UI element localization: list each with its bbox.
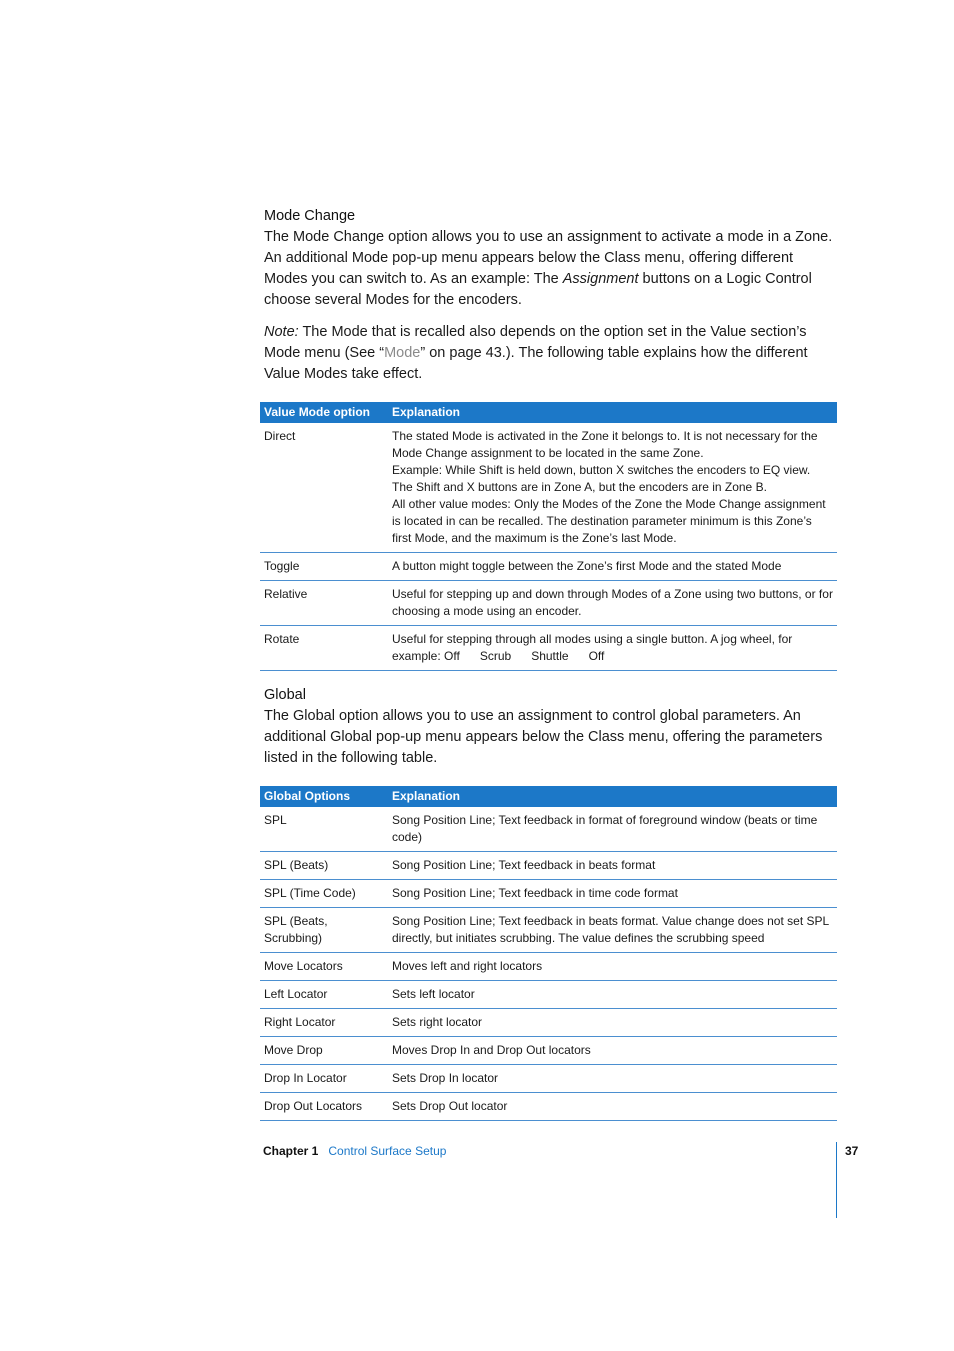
value-mode-table <box>260 402 837 671</box>
explanation-cell: Sets Drop In locator <box>388 1065 837 1093</box>
sequence-item: Off <box>444 649 460 663</box>
column-header-option: Value Mode option <box>260 402 388 423</box>
global-paragraph: The Global option allows you to use an assignment to control global parameters. An additional Global pop-up menu appears below the Class menu, offering the parameters listed in the following table. <box>264 708 823 766</box>
table-row <box>260 908 837 953</box>
explanation-cell: Song Position Line; Text feedback in beats format. Value change does not set SPL directly, but initiates scrubbing. The value defines the scrubbing speed <box>388 908 837 953</box>
explanation-cell: Song Position Line; Text feedback in time code format <box>388 880 837 908</box>
note-text-end: ” on page 43.). The following table explains how the different Value Modes take effect. <box>264 345 808 382</box>
table-row <box>260 581 837 626</box>
option-cell: Right Locator <box>260 1009 388 1037</box>
footer-chapter: Chapter 1 <box>263 1144 319 1158</box>
sequence-item: Off <box>588 649 605 663</box>
column-header-option: Global Options <box>260 786 388 807</box>
para-emphasis: Assignment <box>562 271 639 287</box>
option-cell: SPL <box>260 807 388 852</box>
table-row <box>260 852 837 880</box>
note-text: The Mode that is recalled also depends on the option set in the Value section’s Mode menu (See “ <box>264 324 807 361</box>
mode-link[interactable]: Mode <box>384 345 421 361</box>
note-paragraph <box>264 322 836 385</box>
global-rows <box>260 807 837 1121</box>
explanation-cell <box>388 423 837 553</box>
option-cell: Drop Out Locators <box>260 1093 388 1121</box>
option-cell: Toggle <box>260 553 388 581</box>
option-cell: Relative <box>260 581 388 626</box>
note-label: Note: <box>264 324 299 340</box>
option-cell: Move Locators <box>260 953 388 981</box>
explanation-cell: Useful for stepping up and down through Modes of a Zone using two buttons, or for choosing a mode using an encoder. <box>388 581 837 626</box>
explanation-line: All other value modes: Only the Modes of the Zone the Mode Change assignment is located in can be recalled. The destination parameter minimum is this Zone’s first Mode, and the maximum is the Zone’s last Mode. <box>392 497 826 545</box>
footer-chapter-title[interactable]: Control Surface Setup <box>328 1144 447 1158</box>
table-row <box>260 1037 837 1065</box>
global-options-table <box>260 786 837 1121</box>
explanation-cell <box>388 626 837 671</box>
option-cell: Direct <box>260 423 388 553</box>
option-cell: SPL (Beats) <box>260 852 388 880</box>
explanation-cell: Moves Drop In and Drop Out locators <box>388 1037 837 1065</box>
option-cell: Left Locator <box>260 981 388 1009</box>
table-row <box>260 953 837 981</box>
page-number: 37 <box>845 1144 859 1158</box>
explanation-cell: Sets right locator <box>388 1009 837 1037</box>
table-row <box>260 880 837 908</box>
explanation-cell: Sets left locator <box>388 981 837 1009</box>
explanation-text: Useful for stepping through all modes using a single button. A jog wheel, for example: <box>392 632 793 663</box>
table-row <box>260 1009 837 1037</box>
para-text-end: buttons on a Logic Control choose several Modes for the encoders. <box>264 271 812 308</box>
table-row <box>260 1065 837 1093</box>
table-header-row <box>260 402 837 423</box>
table-row <box>260 1093 837 1121</box>
table-row <box>260 423 837 553</box>
mode-change-paragraph <box>264 227 836 311</box>
option-cell: SPL (Beats, Scrubbing) <box>260 908 388 953</box>
option-cell: Rotate <box>260 626 388 671</box>
explanation-line: The stated Mode is activated in the Zone it belongs to. It is not necessary for the Mode Change assignment to be located in the same Zone. <box>392 429 818 460</box>
explanation-cell: Song Position Line; Text feedback in beats format <box>388 852 837 880</box>
page-content <box>264 206 836 1121</box>
section-heading-global: Global <box>264 687 306 703</box>
section-heading-mode-change: Mode Change <box>264 208 356 224</box>
explanation-cell: Moves left and right locators <box>388 953 837 981</box>
explanation-cell: Song Position Line; Text feedback in format of foreground window (beats or time code) <box>388 807 837 852</box>
mode-sequence <box>444 649 624 663</box>
table-row <box>260 807 837 852</box>
table-row <box>260 553 837 581</box>
table-row <box>260 981 837 1009</box>
sequence-item: Scrub <box>479 649 512 663</box>
sequence-item: Shuttle <box>531 649 569 663</box>
option-cell: SPL (Time Code) <box>260 880 388 908</box>
para-text: The Mode Change option allows you to use an assignment to activate a mode in a Zone. An additional Mode pop-up menu appears below the Class menu, offering different Modes you can switch to. As an example: The <box>264 229 833 287</box>
table-row <box>260 626 837 671</box>
explanation-line: Example: While Shift is held down, button X switches the encoders to EQ view. The Shift and X buttons are in Zone A, but the encoders are in Zone B. <box>392 463 811 494</box>
table-header-row <box>260 786 837 807</box>
option-cell: Drop In Locator <box>260 1065 388 1093</box>
page-footer <box>263 1143 446 1160</box>
explanation-cell: A button might toggle between the Zone’s first Mode and the stated Mode <box>388 553 837 581</box>
column-header-explanation: Explanation <box>388 786 837 807</box>
footer-divider <box>836 1142 837 1218</box>
explanation-cell: Sets Drop Out locator <box>388 1093 837 1121</box>
option-cell: Move Drop <box>260 1037 388 1065</box>
column-header-explanation: Explanation <box>388 402 837 423</box>
